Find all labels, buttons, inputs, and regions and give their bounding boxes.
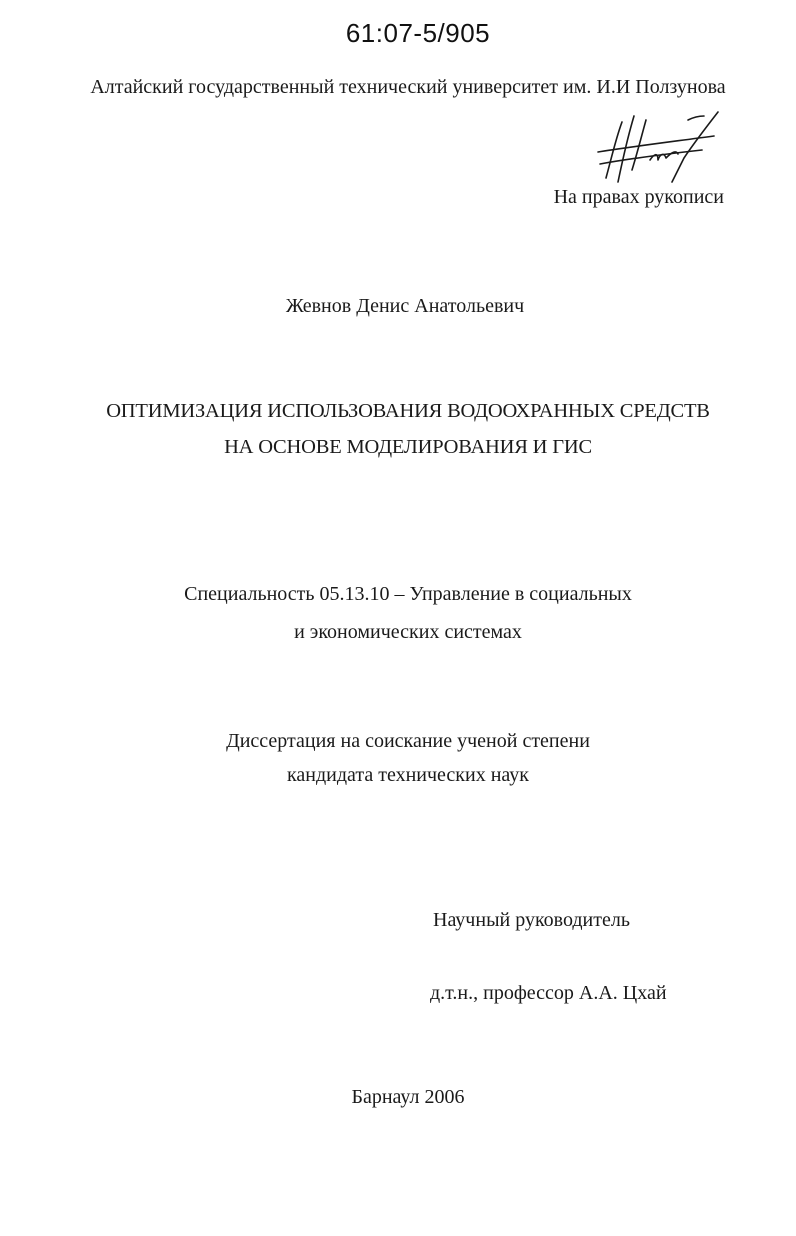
dissertation-line-2: кандидата технических наук <box>286 764 530 786</box>
supervisor-name: д.т.н., профессор А.А. Цхай <box>430 982 667 1004</box>
signature-icon <box>592 108 722 188</box>
supervisor-label: Научный руководитель <box>433 909 630 931</box>
dissertation-line-1: Диссертация на соискание ученой степени <box>226 730 590 752</box>
author-name: Жевнов Денис Анатольевич <box>285 295 525 317</box>
title-line-1: ОПТИМИЗАЦИЯ ИСПОЛЬЗОВАНИЯ ВОДООХРАННЫХ СРЕДСТВ <box>106 400 710 422</box>
specialty-line-2: и экономических системах <box>294 621 522 643</box>
title-line-2: НА ОСНОВЕ МОДЕЛИРОВАНИЯ И ГИС <box>224 436 592 458</box>
manuscript-rights: На правах рукописи <box>553 186 724 208</box>
catalog-number: 61:07-5/905 <box>345 18 491 48</box>
university-name: Алтайский государственный технический университет им. И.И Ползунова <box>90 76 726 98</box>
city-year: Барнаул 2006 <box>351 1086 465 1108</box>
specialty-line-1: Специальность 05.13.10 – Управление в социальных <box>184 583 632 605</box>
